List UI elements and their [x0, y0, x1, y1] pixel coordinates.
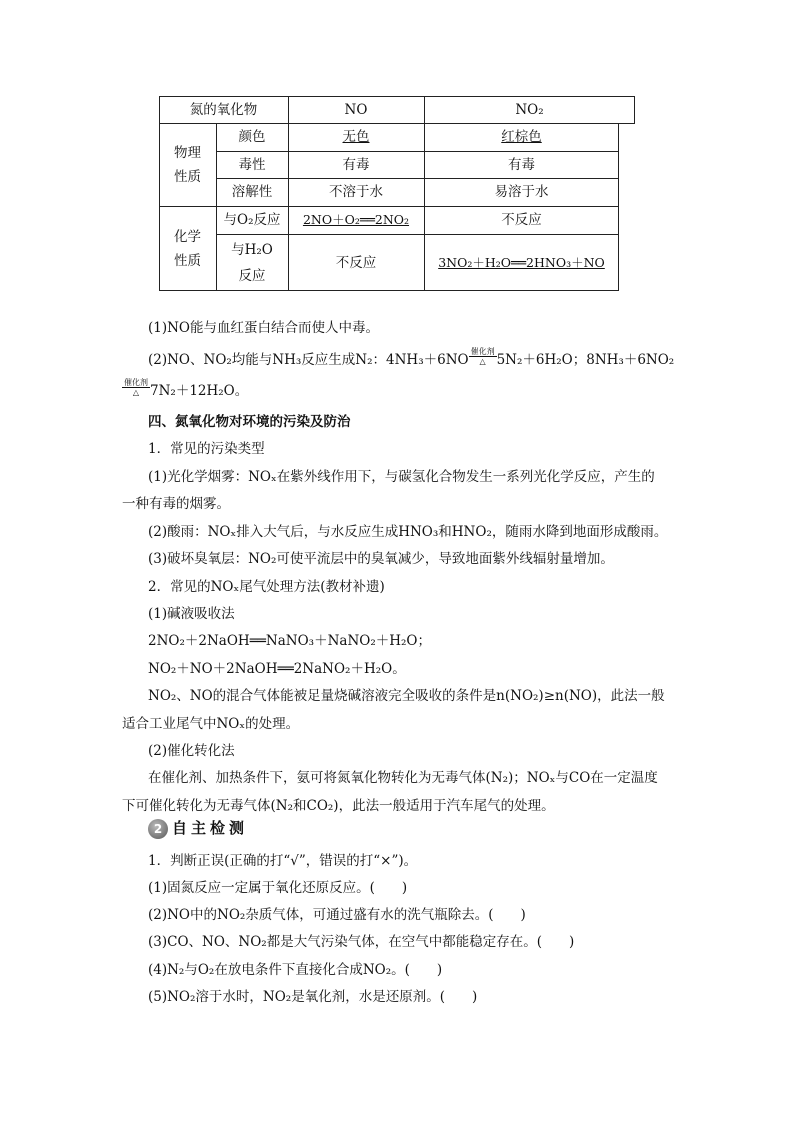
chemical-label-line: 性质: [174, 252, 201, 269]
row-h2o-prop: 与H₂O反应: [231, 241, 273, 284]
condition-line2: 适合工业尾气中NOₓ的处理。: [122, 716, 300, 732]
equation-2: NO₂＋NO＋2NaOH══2NaNO₂＋H₂O。: [148, 661, 406, 677]
table-header-label: 氮的氧化物: [189, 101, 258, 118]
row-solubility-no: 不溶于水: [329, 184, 383, 200]
judge-item: (2)NO中的NO₂杂质气体，可通过盛有水的洗气瓶除去。( ): [148, 907, 526, 923]
note-2-part-c: 7N₂＋12H₂O。: [150, 383, 249, 399]
judge-item: (3)CO、NO、NO₂都是大气污染气体，在空气中都能稳定存在。( ): [148, 934, 575, 950]
equation-1: 2NO₂＋2NaOH══NaNO₃＋NaNO₂＋H₂O；: [148, 633, 431, 649]
catalyst-arrow: [469, 347, 497, 366]
physical-label-line: 物理: [174, 144, 201, 161]
pollution-2: (2)酸雨：NOₓ排入大气后，与水反应生成HNO₃和HNO₂，随雨水降到地面形成酸雨。: [148, 524, 668, 540]
row-color-no2: 红棕色: [501, 129, 542, 145]
table-header-no2: NO₂: [515, 101, 544, 118]
row-h2o-no2: 3NO₂＋H₂O══2HNO₃＋NO: [438, 254, 605, 270]
row-o2-no: 2NO＋O₂══2NO₂: [302, 212, 410, 227]
note-2-part-b: 5N₂＋6H₂O；8NH₃＋6NO₂: [496, 352, 675, 368]
judge-item: (4)N₂与O₂在放电条件下直接化合成NO₂。( ): [148, 962, 443, 978]
row-color-prop: 颜色: [238, 129, 266, 145]
note-2-line-2: [122, 378, 248, 399]
method-1-title: (1)碱液吸收法: [148, 606, 235, 622]
pollution-1-line2: 一种有毒的烟雾。: [122, 496, 230, 512]
row-toxicity-no2: 有毒: [508, 156, 535, 173]
note-2-line: [148, 347, 674, 368]
row-o2-no2: 不反应: [501, 212, 542, 228]
self-check-title: 自主检测: [172, 819, 249, 837]
table-header-no: NO: [344, 101, 368, 118]
catalyst-label: 催化剂: [470, 347, 495, 356]
subsection-2-title: 2．常见的NOₓ尾气处理方法(教材补遗): [148, 579, 385, 595]
physical-properties-label: [159, 123, 216, 206]
condition-line1: NO₂、NO的混合气体能被足量烧碱溶液完全吸收的条件是n(NO₂)≥n(NO)，此法一般: [148, 688, 665, 704]
catalyst-label: 催化剂: [124, 378, 148, 387]
judge-item: (5)NO₂溶于水时，NO₂是氧化剂，水是还原剂。( ): [148, 989, 478, 1005]
section-badge-icon: 2: [148, 819, 168, 839]
chemical-properties-label: [159, 206, 216, 291]
description-line1: 在催化剂、加热条件下，氨可将氮氧化物转化为无毒气体(N₂)；NOₓ与CO在一定温度: [148, 770, 658, 786]
physical-label-line: 性质: [174, 168, 201, 185]
row-toxicity-no: 有毒: [342, 156, 370, 173]
catalyst-arrow: [122, 378, 150, 397]
row-toxicity-prop: 毒性: [238, 156, 266, 173]
judge-item: (1)固氮反应一定属于氧化还原反应。( ): [148, 880, 408, 896]
note-2-part-a: (2)NO、NO₂均能与NH₃反应生成N₂：4NH₃＋6NO: [148, 352, 469, 368]
method-2-title: (2)催化转化法: [148, 743, 235, 759]
row-solubility-no2: 易溶于水: [494, 184, 549, 200]
judge-question: 1．判断正误(正确的打“√”，错误的打“×”)。: [148, 853, 418, 869]
note-1: (1)NO能与血红蛋白结合而使人中毒。: [148, 320, 380, 336]
heat-symbol: △: [479, 357, 486, 366]
description-line2: 下可催化转化为无毒气体(N₂和CO₂)，此法一般适用于汽车尾气的处理。: [122, 798, 555, 814]
row-h2o-no: 不反应: [335, 254, 377, 271]
pollution-1-line1: (1)光化学烟雾：NOₓ在紫外线作用下，与碳氢化合物发生一系列光化学反应，产生的: [148, 469, 655, 485]
pollution-3: (3)破坏臭氧层：NO₂可使平流层中的臭氧减少，导致地面紫外线辐射量增加。: [148, 551, 614, 567]
row-color-no: 无色: [342, 129, 370, 145]
chemical-label-line: 化学: [174, 228, 201, 245]
heat-symbol: △: [132, 388, 140, 397]
subsection-1-title: 1．常见的污染类型: [148, 441, 265, 457]
row-o2-prop: 与O₂反应: [223, 212, 281, 228]
section-4-title: 四、氮氧化物对环境的污染及防治: [148, 414, 351, 430]
row-solubility-prop: 溶解性: [231, 184, 273, 200]
